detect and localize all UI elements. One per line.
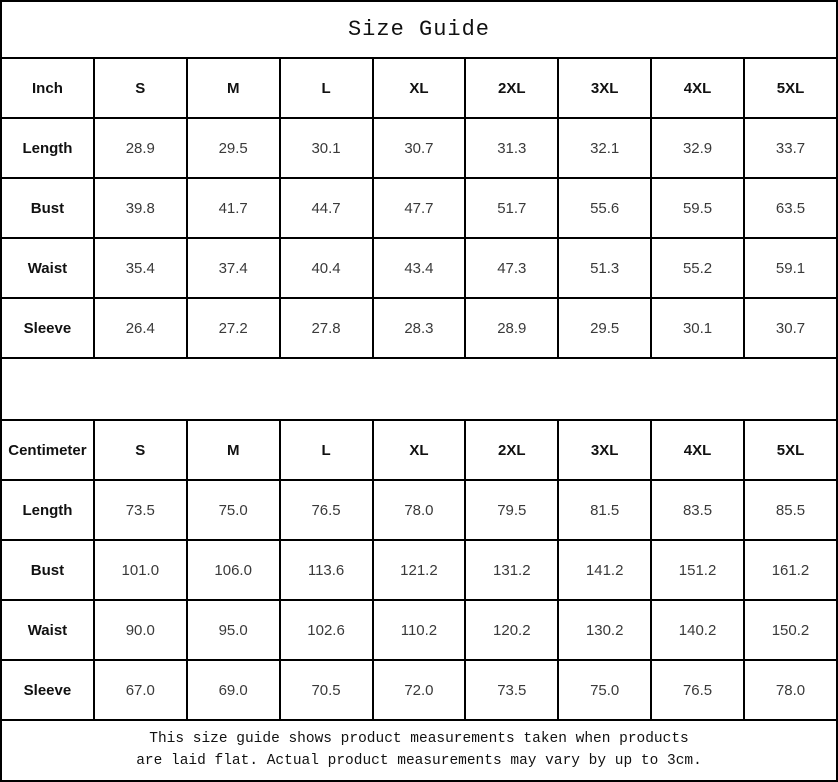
table-cell: 41.7 [187,178,280,238]
table-cell: 30.1 [280,118,373,178]
table-cell: 151.2 [651,540,744,600]
table-cell: 51.3 [558,238,651,298]
footer-note [0,721,838,782]
table-cell: 26.4 [94,298,187,358]
col-header-inch: Inch [1,58,94,118]
table-cell: 150.2 [744,600,837,660]
row-label-bust: Bust [1,540,94,600]
table-cell: 72.0 [373,660,466,720]
col-header-4xl: 4XL [651,58,744,118]
table-cell: 73.5 [94,480,187,540]
col-header-2xl: 2XL [465,420,558,480]
table-cell: 55.6 [558,178,651,238]
footer-note-line1: This size guide shows product measurements taken when products [149,731,689,748]
cm-bust-row [1,540,837,600]
table-cell: 39.8 [94,178,187,238]
col-header-m: M [187,420,280,480]
table-cell: 130.2 [558,600,651,660]
table-spacer [0,359,838,419]
table-cell: 29.5 [558,298,651,358]
table-cell: 78.0 [744,660,837,720]
table-cell: 59.1 [744,238,837,298]
table-cell: 63.5 [744,178,837,238]
table-cell: 70.5 [280,660,373,720]
centimeter-size-table [0,419,838,721]
page-title: Size Guide [0,0,838,59]
table-cell: 27.2 [187,298,280,358]
table-cell: 140.2 [651,600,744,660]
inch-waist-row [1,238,837,298]
table-cell: 101.0 [94,540,187,600]
table-cell: 30.7 [373,118,466,178]
table-cell: 59.5 [651,178,744,238]
table-cell: 76.5 [280,480,373,540]
table-cell: 141.2 [558,540,651,600]
table-cell: 33.7 [744,118,837,178]
table-cell: 106.0 [187,540,280,600]
row-label-sleeve: Sleeve [1,298,94,358]
inch-length-row [1,118,837,178]
table-cell: 31.3 [465,118,558,178]
col-header-4xl: 4XL [651,420,744,480]
table-cell: 161.2 [744,540,837,600]
col-header-m: M [187,58,280,118]
col-header-l: L [280,420,373,480]
footer-note-line2: are laid flat. Actual product measurements may vary by up to 3cm. [136,752,702,769]
inch-size-table [0,57,838,359]
col-header-xl: XL [373,420,466,480]
table-cell: 69.0 [187,660,280,720]
col-header-s: S [94,58,187,118]
col-header-xl: XL [373,58,466,118]
col-header-3xl: 3XL [558,420,651,480]
cm-length-row [1,480,837,540]
table-cell: 67.0 [94,660,187,720]
cm-header-row [1,420,837,480]
col-header-s: S [94,420,187,480]
row-label-sleeve: Sleeve [1,660,94,720]
cm-sleeve-row [1,660,837,720]
table-cell: 55.2 [651,238,744,298]
table-cell: 28.9 [94,118,187,178]
table-cell: 75.0 [187,480,280,540]
table-cell: 32.1 [558,118,651,178]
col-header-centimeter: Centimeter [1,420,94,480]
row-label-bust: Bust [1,178,94,238]
table-cell: 29.5 [187,118,280,178]
table-cell: 43.4 [373,238,466,298]
table-cell: 95.0 [187,600,280,660]
table-cell: 37.4 [187,238,280,298]
col-header-5xl: 5XL [744,420,837,480]
table-cell: 35.4 [94,238,187,298]
table-cell: 47.3 [465,238,558,298]
inch-bust-row [1,178,837,238]
table-cell: 131.2 [465,540,558,600]
table-cell: 47.7 [373,178,466,238]
row-label-length: Length [1,480,94,540]
table-cell: 28.3 [373,298,466,358]
table-cell: 120.2 [465,600,558,660]
table-cell: 102.6 [280,600,373,660]
table-cell: 121.2 [373,540,466,600]
table-cell: 44.7 [280,178,373,238]
table-cell: 73.5 [465,660,558,720]
row-label-waist: Waist [1,238,94,298]
table-cell: 30.7 [744,298,837,358]
row-label-length: Length [1,118,94,178]
col-header-3xl: 3XL [558,58,651,118]
col-header-l: L [280,58,373,118]
row-label-waist: Waist [1,600,94,660]
table-cell: 110.2 [373,600,466,660]
table-cell: 78.0 [373,480,466,540]
table-cell: 30.1 [651,298,744,358]
table-cell: 79.5 [465,480,558,540]
table-cell: 76.5 [651,660,744,720]
table-cell: 51.7 [465,178,558,238]
inch-sleeve-row [1,298,837,358]
table-cell: 85.5 [744,480,837,540]
table-cell: 32.9 [651,118,744,178]
inch-header-row [1,58,837,118]
table-cell: 28.9 [465,298,558,358]
table-cell: 113.6 [280,540,373,600]
table-cell: 40.4 [280,238,373,298]
col-header-5xl: 5XL [744,58,837,118]
table-cell: 83.5 [651,480,744,540]
cm-waist-row [1,600,837,660]
table-cell: 27.8 [280,298,373,358]
col-header-2xl: 2XL [465,58,558,118]
table-cell: 90.0 [94,600,187,660]
table-cell: 75.0 [558,660,651,720]
table-cell: 81.5 [558,480,651,540]
